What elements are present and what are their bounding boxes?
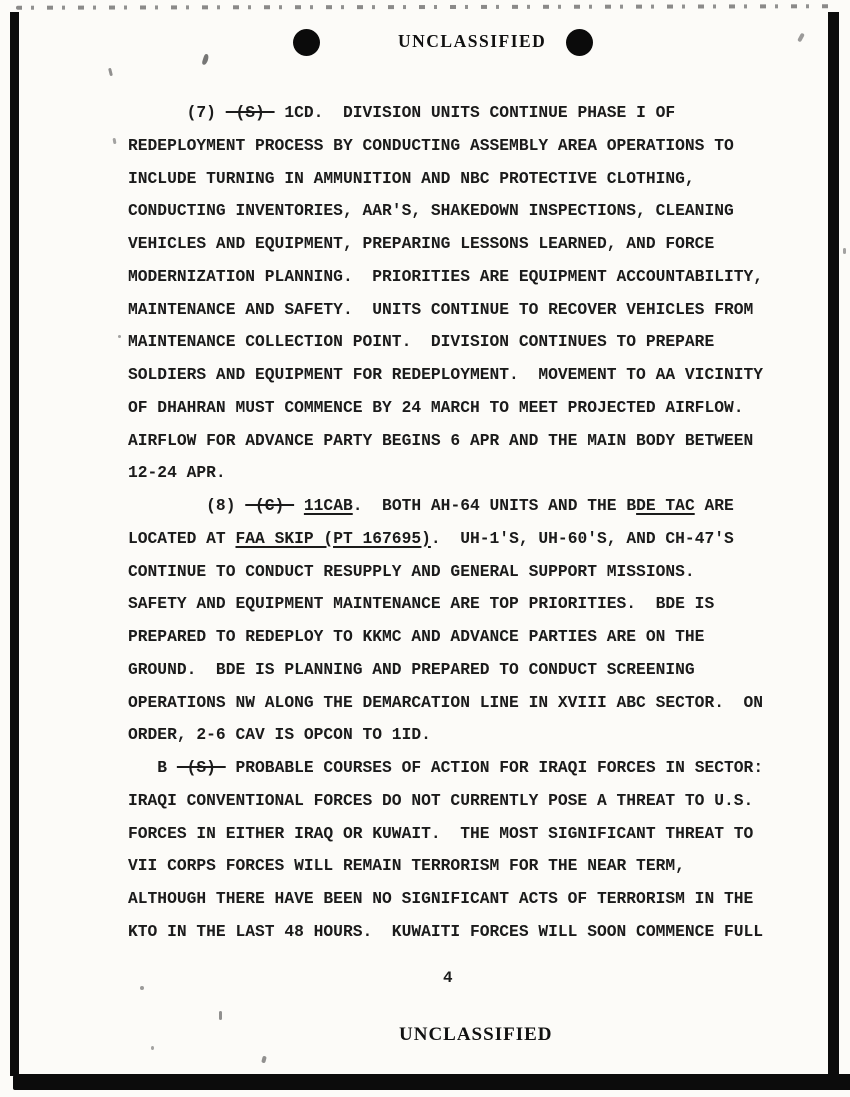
text-segment: 12-24 APR. [128, 463, 226, 483]
text-segment: CONDUCTING INVENTORIES, AAR'S, SHAKEDOWN INSPECTIONS, CLEANING [128, 201, 734, 221]
scan-speckle [118, 335, 121, 338]
document-line [128, 785, 763, 818]
text-segment: MAINTENANCE COLLECTION POINT. DIVISION CONTINUES TO PREPARE [128, 332, 715, 352]
document-line [128, 719, 763, 752]
text-segment: 1CD. DIVISION UNITS CONTINUE PHASE I OF [274, 103, 676, 122]
text-segment: VII CORPS FORCES WILL REMAIN TERRORISM FOR THE NEAR TERM, [128, 856, 685, 876]
scan-noise-top-edge [16, 4, 830, 9]
struck-classification-marking: (S) [225, 103, 275, 122]
document-line [128, 621, 763, 654]
document-line [128, 654, 763, 687]
scan-speckle [113, 138, 117, 144]
document-line [128, 195, 763, 228]
text-segment: FORCES IN EITHER IRAQ OR KUWAIT. THE MOST SIGNIFICANT THREAT TO [128, 823, 754, 843]
text-segment: SOLDIERS AND EQUIPMENT FOR REDEPLOYMENT. MOVEMENT TO AA VICINITY [128, 365, 764, 384]
text-segment: REDEPLOYMENT PROCESS BY CONDUCTING ASSEMBLY AREA OPERATIONS TO [128, 135, 734, 155]
page-number: 4 [443, 969, 453, 987]
scan-border-right [828, 12, 839, 1076]
scan-border-bottom [13, 1074, 850, 1090]
document-line [128, 523, 763, 556]
document-line [128, 457, 763, 490]
header-classification-banner: UNCLASSIFIED [398, 31, 547, 51]
scan-speckle [108, 68, 113, 76]
document-line [128, 490, 763, 523]
document-line [128, 425, 763, 458]
document-line [128, 163, 763, 196]
text-segment: PROBABLE COURSES OF ACTION FOR IRAQI FORCES IN SECTOR: [225, 758, 764, 777]
document-line [128, 294, 763, 327]
underlined-text-segment: 11CAB [303, 496, 353, 515]
scan-speckle [201, 53, 209, 65]
text-segment: B [128, 758, 177, 777]
text-segment: ORDER, 2-6 CAV IS OPCON TO 1ID. [128, 725, 431, 745]
underlined-text-segment: FAA SKIP (PT 167695) [235, 528, 431, 548]
document-line [128, 850, 763, 883]
document-line [128, 752, 763, 785]
text-segment: MODERNIZATION PLANNING. PRIORITIES ARE EQUIPMENT ACCOUNTABILITY, [128, 266, 764, 286]
text-segment: AIRFLOW FOR ADVANCE PARTY BEGINS 6 APR AND THE MAIN BODY BETWEEN [128, 430, 754, 450]
text-segment: (7) [128, 103, 226, 122]
text-segment: LOCATED AT [128, 528, 236, 548]
text-segment: ARE [694, 496, 734, 515]
scan-speckle [261, 1056, 267, 1064]
document-line [128, 588, 763, 621]
scan-speckle [797, 33, 805, 43]
classification-stamp-dot-right [566, 29, 593, 56]
document-line [128, 130, 763, 163]
text-segment: IRAQI CONVENTIONAL FORCES DO NOT CURRENTLY POSE A THREAT TO U.S. [128, 790, 754, 810]
footer-classification-banner: UNCLASSIFIED [399, 1024, 553, 1045]
document-line [128, 818, 763, 851]
text-segment: KTO IN THE LAST 48 HOURS. KUWAITI FORCES WILL SOON COMMENCE FULL [128, 921, 764, 941]
text-segment: VEHICLES AND EQUIPMENT, PREPARING LESSONS LEARNED, AND FORCE [128, 234, 715, 253]
text-segment [294, 496, 304, 515]
text-segment: (8) [128, 496, 246, 515]
document-line [128, 228, 763, 261]
document-line [128, 883, 763, 916]
scan-speckle [219, 1011, 222, 1020]
text-segment: ALTHOUGH THERE HAVE BEEN NO SIGNIFICANT ACTS OF TERRORISM IN THE [128, 889, 754, 908]
text-segment: OPERATIONS NW ALONG THE DEMARCATION LINE IN XVIII ABC SECTOR. ON [128, 692, 764, 712]
document-line [128, 916, 763, 949]
scan-speckle [140, 986, 144, 990]
text-segment: SAFETY AND EQUIPMENT MAINTENANCE ARE TOP PRIORITIES. BDE IS [128, 594, 715, 614]
text-segment: . BOTH AH-64 UNITS AND THE B [352, 496, 637, 515]
document-line [128, 392, 763, 425]
text-segment: OF DHAHRAN MUST COMMENCE BY 24 MARCH TO MEET PROJECTED AIRFLOW. [128, 397, 744, 417]
struck-classification-marking: (S) [176, 758, 226, 777]
text-segment: CONTINUE TO CONDUCT RESUPPLY AND GENERAL SUPPORT MISSIONS. [128, 561, 695, 581]
document-line [128, 326, 763, 359]
underlined-text-segment: DE TAC [636, 496, 695, 515]
document-body-text [128, 97, 763, 949]
text-segment: MAINTENANCE AND SAFETY. UNITS CONTINUE TO RECOVER VEHICLES FROM [128, 299, 754, 319]
classification-stamp-dot-left [293, 29, 320, 56]
text-segment: . UH-1'S, UH-60'S, AND CH-47'S [430, 528, 734, 548]
text-segment: GROUND. BDE IS PLANNING AND PREPARED TO CONDUCT SCREENING [128, 659, 695, 679]
scan-border-left [10, 12, 19, 1076]
document-line [128, 556, 763, 589]
text-segment: PREPARED TO REDEPLOY TO KKMC AND ADVANCE PARTIES ARE ON THE [128, 627, 705, 646]
document-line [128, 687, 763, 720]
document-line [128, 261, 763, 294]
scan-speckle [151, 1046, 154, 1050]
document-line [128, 359, 763, 392]
text-segment: INCLUDE TURNING IN AMMUNITION AND NBC PROTECTIVE CLOTHING, [128, 168, 695, 188]
struck-classification-marking: (C) [245, 496, 295, 515]
scan-speckle [843, 248, 846, 254]
document-line [128, 97, 763, 130]
